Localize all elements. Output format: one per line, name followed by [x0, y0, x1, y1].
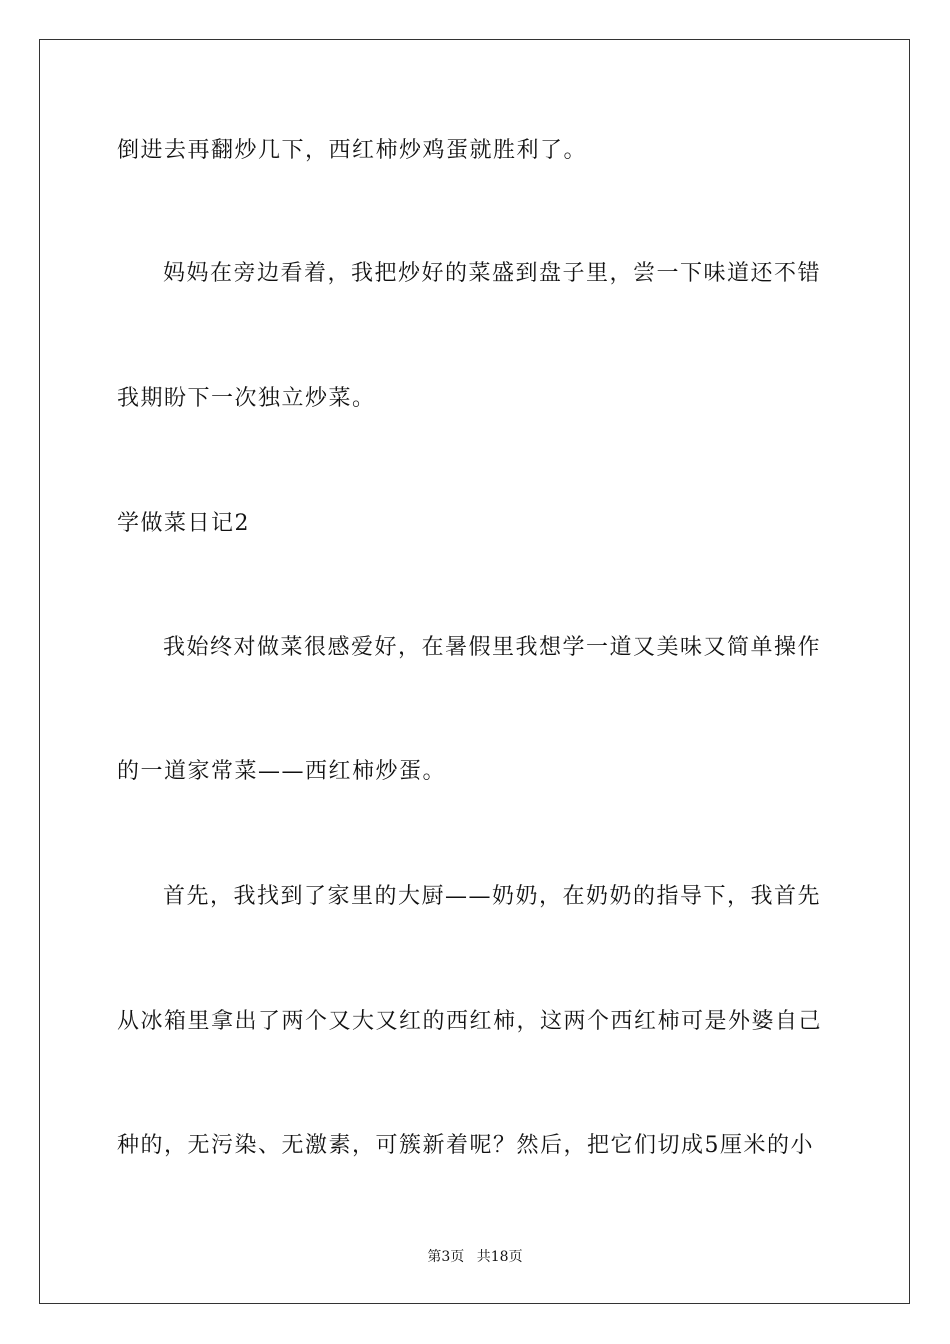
paragraph-line: 妈妈在旁边看着，我把炒好的菜盛到盘子里，尝一下味道还不错: [163, 261, 822, 286]
paragraph-line: 种的，无污染、无激素，可簇新着呢？然后，把它们切成5厘米的小: [117, 1133, 814, 1158]
paragraph-line: 我始终对做菜很感爱好，在暑假里我想学一道又美味又简单操作: [163, 635, 822, 660]
paragraph-line: 首先，我找到了家里的大厨——奶奶，在奶奶的指导下，我首先: [163, 884, 822, 909]
section-heading: 学做菜日记2: [117, 511, 250, 536]
page-footer: [0, 1247, 950, 1267]
page-number: 第3页: [427, 1249, 465, 1265]
paragraph-line: 倒进去再翻炒几下，西红柿炒鸡蛋就胜利了。: [117, 138, 588, 163]
page-total: 共18页: [476, 1249, 523, 1265]
paragraph-line: 从冰箱里拿出了两个又大又红的西红柿，这两个西红柿可是外婆自己: [117, 1009, 823, 1034]
paragraph-line: 我期盼下一次独立炒菜。: [117, 386, 376, 411]
paragraph-line: 的一道家常菜——西红柿炒蛋。: [117, 759, 447, 784]
page-border: [39, 39, 910, 1304]
